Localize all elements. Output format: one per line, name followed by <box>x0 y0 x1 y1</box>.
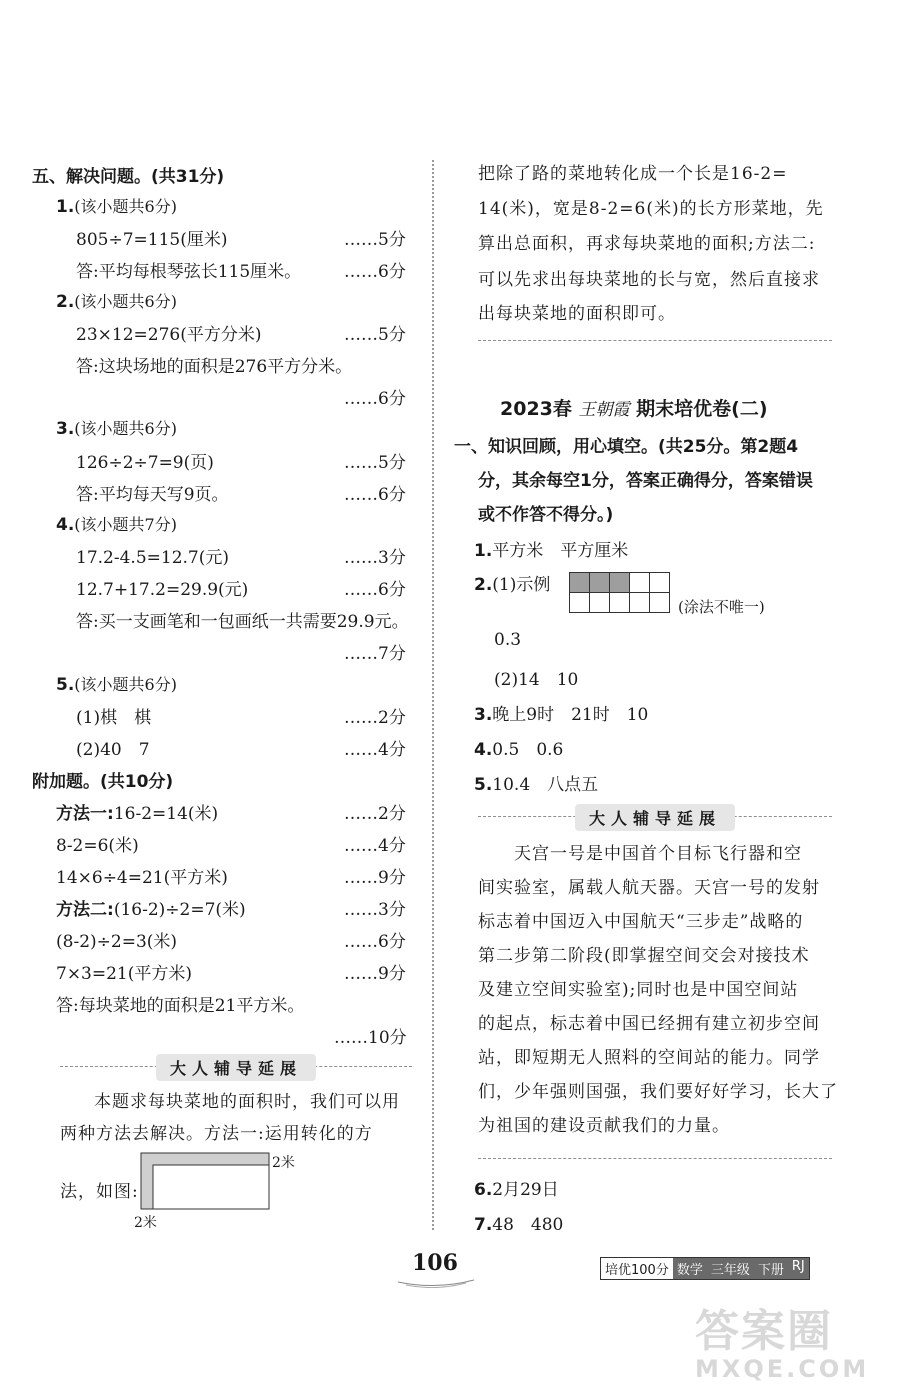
q4-label: 4. <box>56 515 75 535</box>
q4-line1: 17.2-4.5=12.7(元) <box>76 548 229 568</box>
footer-badge <box>600 1257 810 1280</box>
q3-line1: 126÷2÷7=9(页) <box>76 453 214 473</box>
section1-line3: 或不作答不得分。) <box>478 505 614 525</box>
q2-note: (该小题共6分) <box>74 292 177 311</box>
story-line-6: 的起点，标志着中国已经拥有建立初步空间 <box>478 1014 820 1034</box>
answer-3-label: 3. <box>474 705 493 725</box>
story-line-5: 及建立空间实验室);同时也是中国空间站 <box>478 980 799 1000</box>
right-banner <box>478 802 832 832</box>
q4-score2: ……6分 <box>344 580 406 600</box>
bonus-s2: ……4分 <box>344 836 406 856</box>
q4-note: (该小题共7分) <box>74 515 177 534</box>
bonus-title: 附加题。(共10分) <box>32 772 174 792</box>
answer-5 <box>474 770 598 795</box>
q4-line3: 答:买一支画笔和一包画纸一共需要29.9元。 <box>76 612 409 632</box>
answer-2-note: (涂法不唯一) <box>678 598 765 616</box>
q1-line2: 答:平均每根琴弦长115厘米。 <box>76 262 302 282</box>
grid-cell <box>650 573 670 593</box>
bonus-s4: ……3分 <box>344 900 406 920</box>
answer-1 <box>474 536 628 561</box>
bonus-answer: 答:每块菜地的面积是21平方米。 <box>56 996 305 1016</box>
right-top-rule <box>478 340 832 341</box>
q5-score1: ……2分 <box>344 708 406 728</box>
right-story-rule <box>478 1158 832 1159</box>
grid-row-2 <box>570 593 670 613</box>
footer-badge-5: RJ <box>788 1258 809 1279</box>
q5-line1: (1)棋 棋 <box>76 708 152 728</box>
bonus-s6: ……9分 <box>344 964 406 984</box>
answer-3 <box>474 700 648 725</box>
story-line-1 <box>478 838 802 870</box>
story-text-1: 天宫一号是中国首个目标飞行器和空 <box>514 844 802 864</box>
q1-header <box>56 194 177 217</box>
answer-1-text: 平方米 平方厘米 <box>492 541 629 561</box>
answer-5-text: 10.4 八点五 <box>492 775 599 795</box>
grid-cell <box>630 573 650 593</box>
section5-title: 五、解决问题。(共31分) <box>32 167 225 187</box>
footer-badge-2: 数学 <box>673 1258 707 1279</box>
q1-line1: 805÷7=115(厘米) <box>76 230 228 250</box>
answer-4-label: 4. <box>474 740 493 760</box>
left-para-text1: 本题求每块菜地的面积时，我们可以用 <box>94 1092 400 1112</box>
q2-score2: ……6分 <box>344 389 406 409</box>
answer-1-label: 1. <box>474 541 493 561</box>
grid-cell <box>650 593 670 613</box>
left-para-line1 <box>60 1086 400 1118</box>
bonus-m2-line2: (8-2)÷2=3(米) <box>56 932 178 952</box>
right-banner-text: 大人辅导延展 <box>575 804 735 831</box>
q1-label: 1. <box>56 197 75 217</box>
answer-5-label: 5. <box>474 775 493 795</box>
q4-score1: ……3分 <box>344 548 406 568</box>
story-line-3: 标志着中国迈入中国航天“三步走”战略的 <box>478 912 804 932</box>
left-para-line3: 法，如图: <box>60 1182 139 1202</box>
q3-score2: ……6分 <box>344 485 406 505</box>
bonus-m1-line3: 14×6÷4=21(平方米) <box>56 868 228 888</box>
left-banner <box>60 1052 412 1082</box>
bonus-s3: ……9分 <box>344 868 406 888</box>
bonus-m1-line2: 8-2=6(米) <box>56 836 139 856</box>
left-para-line2: 两种方法去解决。方法一:运用转化的方 <box>60 1124 373 1144</box>
answer-3-text: 晚上9时 21时 10 <box>492 705 649 725</box>
story-line-9: 为祖国的建设贡献我们的力量。 <box>478 1116 730 1136</box>
bonus-m1-line1 <box>56 799 218 824</box>
story-line-7: 站，即短期无人照料的空间站的能力。同学 <box>478 1048 820 1068</box>
bonus-m2-line3: 7×3=21(平方米) <box>56 964 193 984</box>
answer-2-label: 2. <box>474 575 493 595</box>
bonus-m2-expr1: (16-2)÷2=7(米) <box>113 900 246 920</box>
q2-header <box>56 289 177 312</box>
q4-line2: 12.7+17.2=29.9(元) <box>76 580 249 600</box>
q4-header <box>56 512 177 535</box>
q3-label: 3. <box>56 419 75 439</box>
q2-label: 2. <box>56 292 75 312</box>
grid-cell <box>590 573 610 593</box>
answer-6-label: 6. <box>474 1180 493 1200</box>
answer-7 <box>474 1210 563 1235</box>
q5-score2: ……4分 <box>344 740 406 760</box>
story-line-4: 第二步第二阶段(即掌握空间交会对接技术 <box>478 946 810 966</box>
exam-title-year: 2023春 <box>500 398 572 420</box>
answer-4 <box>474 735 563 760</box>
brand-logo: 王朝霞 <box>578 400 630 420</box>
exam-title <box>500 394 768 421</box>
q1-note: (该小题共6分) <box>74 197 177 216</box>
q3-score1: ……5分 <box>344 453 406 473</box>
answer-2-1 <box>474 570 550 595</box>
answer-2-2: (2)14 10 <box>494 670 579 690</box>
q4-score3: ……7分 <box>344 644 406 664</box>
grid-row-1 <box>570 573 670 593</box>
right-top-para-3: 算出总面积，再求每块菜地的面积;方法二: <box>478 234 816 254</box>
section1-line1: 一、知识回顾，用心填空。(共25分。第2题4 <box>454 437 799 457</box>
grid-cell <box>610 573 630 593</box>
answer-2-1-text: (1)示例 <box>492 575 551 595</box>
page-number-swoosh <box>396 1276 476 1288</box>
right-top-para-2: 14(米)，宽是8-2=6(米)的长方形菜地，先 <box>478 199 824 219</box>
story-line-8: 们，少年强则国强，我们要好好学习，长大了 <box>478 1082 838 1102</box>
footer-badge-3: 三年级 <box>707 1258 754 1279</box>
answer-2-03: 0.3 <box>494 630 522 650</box>
answer-6-text: 2月29日 <box>492 1180 559 1200</box>
garden-figure <box>138 1150 278 1220</box>
right-top-para-5: 出每块菜地的面积即可。 <box>478 304 676 324</box>
q1-score2: ……6分 <box>344 262 406 282</box>
grid-cell <box>590 593 610 613</box>
q3-header <box>56 416 177 439</box>
answer-6 <box>474 1175 559 1200</box>
answer-7-label: 7. <box>474 1215 493 1235</box>
right-top-para-1: 把除了路的菜地转化成一个长是16-2= <box>478 164 788 184</box>
q2-line1: 23×12=276(平方分米) <box>76 325 262 345</box>
grid-cell <box>630 593 650 613</box>
footer-badge-4: 下册 <box>754 1258 788 1279</box>
left-banner-text: 大人辅导延展 <box>156 1054 316 1081</box>
q2-score1: ……5分 <box>344 325 406 345</box>
bonus-m1-expr1: 16-2=14(米) <box>113 804 219 824</box>
grid-cell <box>610 593 630 613</box>
shading-grid <box>569 572 670 613</box>
q5-line2: (2)40 7 <box>76 740 150 760</box>
fig-label-bottom: 2米 <box>134 1215 157 1231</box>
q5-label: 5. <box>56 675 75 695</box>
q3-note: (该小题共6分) <box>74 419 177 438</box>
garden-inner <box>153 1165 269 1209</box>
q2-line2: 答:这块场地的面积是276平方分米。 <box>76 357 353 377</box>
q3-line2: 答:平均每天写9页。 <box>76 485 229 505</box>
page-number: 106 <box>412 1250 458 1276</box>
fig-label-right: 2米 <box>272 1155 295 1171</box>
answer-7-text: 48 480 <box>492 1215 564 1235</box>
bonus-s5: ……6分 <box>344 932 406 952</box>
q5-header <box>56 672 177 695</box>
right-top-para-4: 可以先求出每块菜地的长与宽，然后直接求 <box>478 270 820 290</box>
q5-note: (该小题共6分) <box>74 675 177 694</box>
watermark <box>695 1295 895 1385</box>
bonus-s7: ……10分 <box>334 1028 407 1048</box>
bonus-s1: ……2分 <box>344 804 406 824</box>
story-line-2: 间实验室，属载人航天器。天宫一号的发射 <box>478 878 820 898</box>
bonus-m2-line1 <box>56 895 246 920</box>
footer-badge-1: 培优100分 <box>605 1263 669 1278</box>
exam-title-main: 期末培优卷(二) <box>636 398 768 420</box>
watermark-bottom: MXQE.COM <box>695 1355 870 1383</box>
q1-score1: ……5分 <box>344 230 406 250</box>
bonus-m2-label: 方法二: <box>56 900 114 920</box>
bonus-m1-label: 方法一: <box>56 804 114 824</box>
grid-cell <box>570 573 590 593</box>
section1-line2: 分，其余每空1分，答案正确得分，答案错误 <box>478 471 813 491</box>
column-divider <box>432 160 434 1230</box>
answer-4-text: 0.5 0.6 <box>492 740 564 760</box>
watermark-top: 答案圈 <box>695 1306 833 1357</box>
grid-cell <box>570 593 590 613</box>
